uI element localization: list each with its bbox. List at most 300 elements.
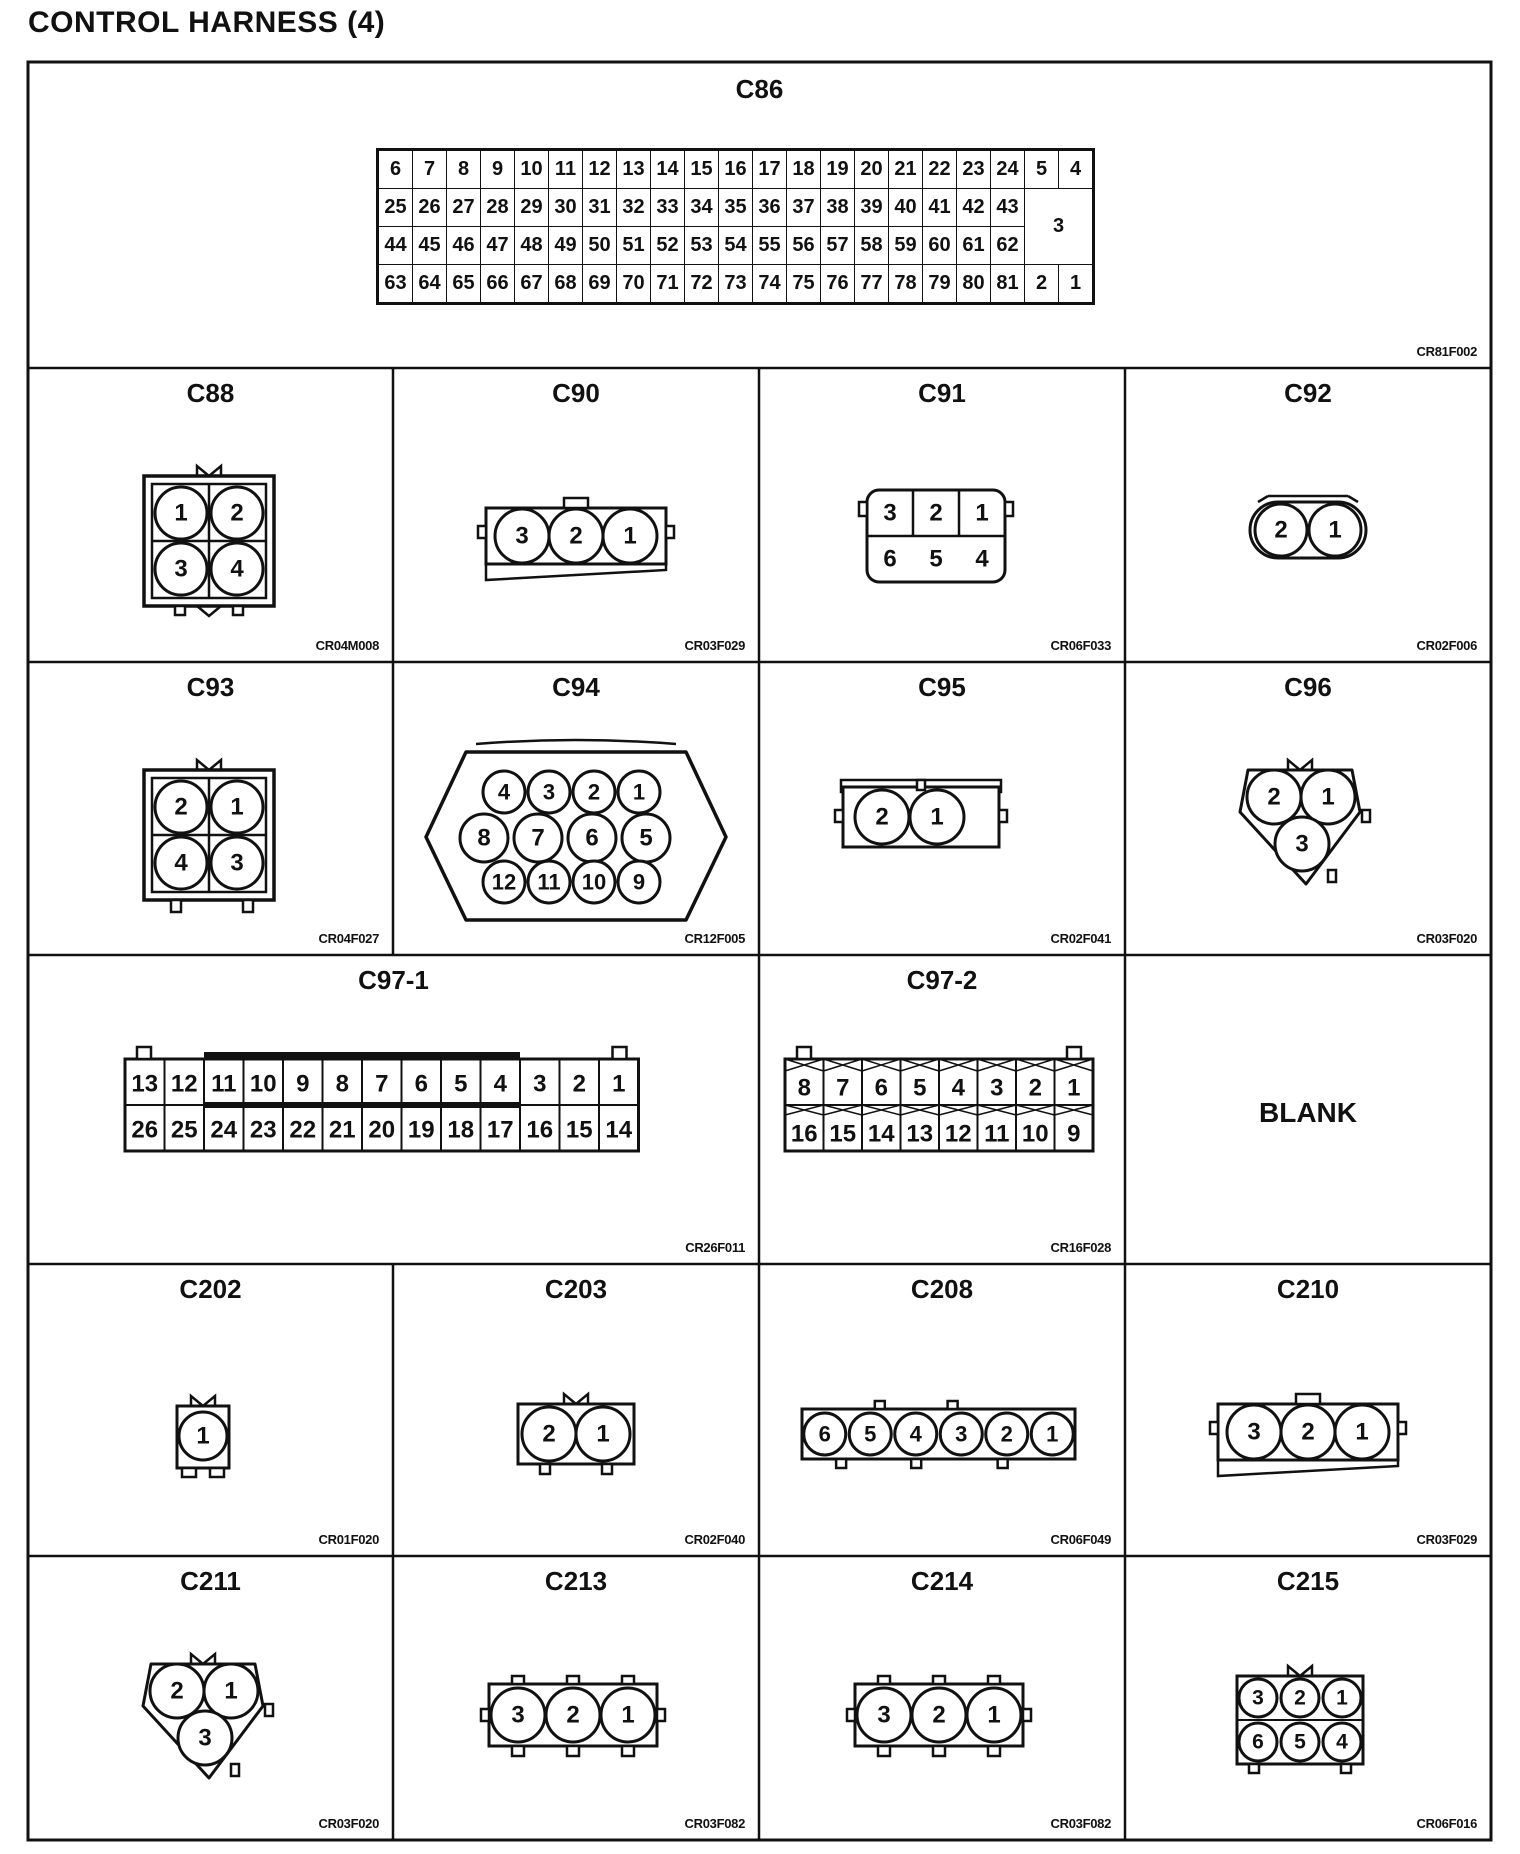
c86-pin: 23 <box>957 150 991 189</box>
cell-c95 <box>759 662 1125 955</box>
c86-pin: 81 <box>991 265 1025 304</box>
connector-diagram <box>759 662 1125 955</box>
connector-diagram <box>759 955 1125 1264</box>
latch-tab <box>657 1709 665 1721</box>
c86-pin: 27 <box>447 189 481 227</box>
pin-label: 9 <box>1067 1120 1081 1148</box>
latch-tab <box>243 900 253 912</box>
pin-label: 1 <box>196 1422 210 1450</box>
pin-label: 2 <box>1274 516 1288 544</box>
connector-face <box>835 780 1007 847</box>
c86-pin: 39 <box>855 189 889 227</box>
c86-pin: 36 <box>753 189 787 227</box>
pin-label: 1 <box>174 499 188 527</box>
pin-label: 2 <box>230 499 244 527</box>
latch-tab <box>1328 870 1336 882</box>
c86-pin: 64 <box>413 265 447 304</box>
c86-pin: 14 <box>651 150 685 189</box>
c86-pin: 48 <box>515 227 549 265</box>
c86-pin: 40 <box>889 189 923 227</box>
blank-label: BLANK <box>1259 1097 1357 1128</box>
latch-tab <box>481 1709 489 1721</box>
c86-pin: 22 <box>923 150 957 189</box>
pin-label: 11 <box>537 869 561 895</box>
c86-pin: 59 <box>889 227 923 265</box>
connector-face <box>481 1676 665 1756</box>
latch-tab <box>859 502 867 516</box>
c86-pin: 53 <box>685 227 719 265</box>
connector-title: C90 <box>552 378 600 408</box>
pin-label: 2 <box>932 1701 946 1729</box>
connector-diagram <box>1125 1264 1491 1556</box>
c86-connector-pin-table <box>376 148 1095 305</box>
connector-diagram <box>28 1264 393 1556</box>
c86-pin: 31 <box>583 189 617 227</box>
pin-label: 4 <box>909 1421 922 1447</box>
c86-code: CR81F002 <box>1416 344 1477 359</box>
pin-label: 10 <box>581 869 607 895</box>
c86-pin: 17 <box>753 150 787 189</box>
pin-label: 25 <box>170 1116 198 1144</box>
connector-title: C208 <box>910 1274 974 1304</box>
pin-label: 22 <box>289 1116 317 1144</box>
connector-face <box>859 490 1013 582</box>
c86-pin: 3 <box>1025 189 1094 265</box>
connector-diagram <box>28 368 393 662</box>
c86-pin: 2 <box>1025 265 1059 304</box>
cell-c88 <box>28 368 393 662</box>
c86-pin: 34 <box>685 189 719 227</box>
connector-title: C214 <box>910 1566 974 1596</box>
cell-c97-2 <box>759 955 1125 1264</box>
cell-c94 <box>393 662 759 955</box>
c86-pin: 69 <box>583 265 617 304</box>
pin-label: 3 <box>990 1074 1004 1102</box>
pin-label: 4 <box>951 1074 965 1102</box>
c86-title: C86 <box>735 74 784 104</box>
connector-code: CR04M008 <box>315 638 379 653</box>
connector-code: CR02F006 <box>1416 638 1477 653</box>
c86-pin: 57 <box>821 227 855 265</box>
pin-label: 6 <box>414 1070 428 1098</box>
c86-pin: 73 <box>719 265 753 304</box>
connector-face <box>1250 496 1366 558</box>
pin-label: 5 <box>913 1074 927 1102</box>
latch-tab <box>988 1746 1000 1756</box>
c86-pin: 35 <box>719 189 753 227</box>
connector-face <box>847 1676 1031 1756</box>
pin-label: 2 <box>929 499 943 527</box>
c86-pin: 4 <box>1059 150 1094 189</box>
c86-pin: 13 <box>617 150 651 189</box>
c86-pin: 46 <box>447 227 481 265</box>
latch-tab <box>933 1746 945 1756</box>
connector-code: CR02F040 <box>684 1532 745 1547</box>
latch-tab <box>1067 1047 1081 1059</box>
pin-label: 3 <box>511 1701 525 1729</box>
pin-label: 1 <box>1328 516 1342 544</box>
c86-pin: 32 <box>617 189 651 227</box>
pin-label: 3 <box>174 555 188 583</box>
connector-title: C96 <box>1284 672 1332 702</box>
pin-label: 1 <box>596 1420 610 1448</box>
c86-pin: 72 <box>685 265 719 304</box>
pin-label: 15 <box>829 1120 857 1148</box>
connector-face <box>143 1654 273 1778</box>
pin-label: 6 <box>585 824 599 852</box>
c86-pin: 52 <box>651 227 685 265</box>
pin-label: 2 <box>542 1420 556 1448</box>
c86-pin: 79 <box>923 265 957 304</box>
pin-label: 2 <box>1294 1686 1306 1710</box>
latch-tab <box>988 1676 1000 1684</box>
connector-code: CR26F011 <box>685 1240 745 1255</box>
c86-pin: 9 <box>481 150 515 189</box>
pin-label: 3 <box>883 499 897 527</box>
pin-label: 16 <box>526 1116 554 1144</box>
c86-pin: 66 <box>481 265 515 304</box>
connector-code: CR12F005 <box>684 931 745 946</box>
c86-pin: 70 <box>617 265 651 304</box>
connector-diagram <box>28 1556 393 1840</box>
connector-diagram <box>1125 1556 1491 1840</box>
c86-pin: 42 <box>957 189 991 227</box>
connector-code: CR01F020 <box>318 1532 379 1547</box>
pin-label: 6 <box>818 1421 831 1447</box>
cell-c211 <box>28 1556 393 1840</box>
connector-code: CR02F041 <box>1050 931 1111 946</box>
c86-pin: 45 <box>413 227 447 265</box>
pin-label: 1 <box>1355 1418 1369 1446</box>
c86-pin: 38 <box>821 189 855 227</box>
pin-label: 1 <box>224 1677 238 1705</box>
latch-tab <box>999 810 1007 822</box>
pin-label: 4 <box>174 849 188 877</box>
pin-label: 13 <box>131 1070 159 1098</box>
c86-pin: 5 <box>1025 150 1059 189</box>
latch-tab <box>933 1676 945 1684</box>
pin-label: 4 <box>493 1070 507 1098</box>
pin-label: 1 <box>930 803 944 831</box>
pin-label: 13 <box>906 1120 934 1148</box>
pin-label: 5 <box>639 824 653 852</box>
pin-label: 1 <box>1046 1421 1059 1447</box>
latch-tab <box>666 526 674 538</box>
connector-diagram <box>28 662 393 955</box>
latch-tab <box>231 1764 239 1776</box>
pin-label: 7 <box>836 1074 850 1102</box>
pin-label: 3 <box>1247 1418 1261 1446</box>
c86-pin: 12 <box>583 150 617 189</box>
c86-pin: 10 <box>515 150 549 189</box>
c86-pin: 56 <box>787 227 821 265</box>
latch-tab <box>137 1047 151 1059</box>
pin-label: 12 <box>170 1070 198 1098</box>
connector-diagram <box>1125 662 1491 955</box>
connector-face <box>426 740 726 920</box>
pin-label: 3 <box>542 779 556 805</box>
c86-pin: 33 <box>651 189 685 227</box>
c86-pin: 1 <box>1059 265 1094 304</box>
pin-label: 21 <box>328 1116 356 1144</box>
c86-pin: 50 <box>583 227 617 265</box>
pin-label: 2 <box>1267 783 1281 811</box>
latch-tab <box>911 1459 921 1468</box>
cell-c93 <box>28 662 393 955</box>
cell-blank <box>1125 955 1491 1264</box>
connector-face <box>1237 1666 1363 1773</box>
connector-code: CR03F082 <box>684 1816 745 1831</box>
pin-label: 2 <box>1000 1421 1013 1447</box>
c86-pin: 26 <box>413 189 447 227</box>
connector-diagram <box>759 1556 1125 1840</box>
pin-label: 12 <box>944 1120 972 1148</box>
c86-pin: 60 <box>923 227 957 265</box>
latch-tab <box>540 1464 550 1474</box>
pin-label: 5 <box>864 1421 877 1447</box>
connector-diagram <box>28 955 759 1264</box>
pin-label: 14 <box>867 1120 895 1148</box>
latch-tab <box>564 498 588 508</box>
connector-code: CR03F029 <box>1416 1532 1477 1547</box>
latch-tab <box>233 606 243 615</box>
pin-label: 1 <box>621 1701 635 1729</box>
connector-diagram <box>393 662 759 955</box>
connector-code: CR06F016 <box>1416 1816 1477 1831</box>
connector-title: C93 <box>186 672 235 702</box>
latch-tab <box>622 1746 634 1756</box>
pin-label: 1 <box>230 793 244 821</box>
connector-diagram <box>393 368 759 662</box>
c86-pin: 78 <box>889 265 923 304</box>
connector-code: CR06F049 <box>1050 1532 1111 1547</box>
c86-pin: 76 <box>821 265 855 304</box>
cell-c214 <box>759 1556 1125 1840</box>
connector-face <box>144 466 274 616</box>
c86-pin: 71 <box>651 265 685 304</box>
connector-code: CR04F027 <box>318 931 379 946</box>
connector-face <box>785 1047 1093 1151</box>
connector-title: C97-1 <box>358 965 429 995</box>
c86-pin: 65 <box>447 265 481 304</box>
c86-pin: 63 <box>378 265 413 304</box>
pin-label: 10 <box>249 1070 277 1098</box>
latch-tab <box>797 1047 811 1059</box>
latch-tab <box>512 1676 524 1684</box>
connector-title: C92 <box>1284 378 1332 408</box>
pin-label: 2 <box>1301 1418 1315 1446</box>
c86-pin: 49 <box>549 227 583 265</box>
c86-pin: 19 <box>821 150 855 189</box>
cell-c210 <box>1125 1264 1491 1556</box>
pin-label: 3 <box>1295 830 1309 858</box>
connector-diagram <box>1125 368 1491 662</box>
cell-c90 <box>393 368 759 662</box>
pin-label: 4 <box>1336 1730 1348 1754</box>
pin-label: 3 <box>533 1070 547 1098</box>
pin-label: 3 <box>515 522 529 550</box>
c86-pin: 29 <box>515 189 549 227</box>
connector-face <box>478 498 674 580</box>
c86-pin: 25 <box>378 189 413 227</box>
latch-tab <box>878 1676 890 1684</box>
connector-title: C97-2 <box>906 965 978 995</box>
pin-label: 6 <box>1252 1730 1264 1754</box>
c86-pin: 54 <box>719 227 753 265</box>
connector-face <box>1240 760 1370 884</box>
latch-tab <box>1362 810 1370 822</box>
pin-label: 2 <box>587 779 601 805</box>
pin-label: 3 <box>877 1701 891 1729</box>
c86-pin: 15 <box>685 150 719 189</box>
connector-code: CR03F029 <box>684 638 745 653</box>
pin-label: 5 <box>929 545 943 573</box>
pin-label: 2 <box>875 803 889 831</box>
pin-label: 2 <box>1028 1074 1042 1102</box>
cell-c96 <box>1125 662 1491 955</box>
pin-label: 6 <box>883 545 897 573</box>
latch-tab <box>622 1676 634 1684</box>
connector-code: CR03F020 <box>318 1816 379 1831</box>
c86-pin: 18 <box>787 150 821 189</box>
c86-pin: 47 <box>481 227 515 265</box>
pin-label: 11 <box>984 1120 1010 1148</box>
pin-label: 1 <box>632 779 646 805</box>
connector-code: CR16F028 <box>1050 1240 1111 1255</box>
page-title: CONTROL HARNESS (4) <box>28 6 386 39</box>
latch-tab <box>613 1047 627 1059</box>
latch-tab <box>948 1401 958 1409</box>
c86-pin: 8 <box>447 150 481 189</box>
connector-title: C94 <box>552 672 600 702</box>
latch-tab <box>478 526 486 538</box>
latch-tab <box>512 1746 524 1756</box>
connector-title: C88 <box>186 378 235 408</box>
cell-c213 <box>393 1556 759 1840</box>
latch-tab <box>998 1459 1008 1468</box>
connector-title: C211 <box>180 1566 241 1596</box>
connector-title: C91 <box>918 378 966 408</box>
latch-tab <box>878 1746 890 1756</box>
latch-tab <box>1005 502 1013 516</box>
connector-face <box>144 760 274 912</box>
c86-pin: 58 <box>855 227 889 265</box>
pin-label: 8 <box>477 824 491 852</box>
connector-title: C215 <box>1276 1566 1340 1596</box>
pin-label: 2 <box>566 1701 580 1729</box>
c86-pin: 37 <box>787 189 821 227</box>
pin-label: 3 <box>1252 1686 1264 1710</box>
pin-label: 2 <box>572 1070 586 1098</box>
latch-tab <box>1210 1422 1218 1434</box>
pin-label: 9 <box>296 1070 310 1098</box>
latch-tab <box>567 1746 579 1756</box>
c86-pin: 20 <box>855 150 889 189</box>
cell-c92 <box>1125 368 1491 662</box>
c86-pin: 55 <box>753 227 787 265</box>
pin-label: 24 <box>210 1116 238 1144</box>
latch-tab <box>835 810 843 822</box>
c86-pin: 51 <box>617 227 651 265</box>
pin-label: 1 <box>1321 783 1335 811</box>
latch-tab <box>1341 1764 1351 1773</box>
c86-pin: 61 <box>957 227 991 265</box>
pin-label: 3 <box>955 1421 968 1447</box>
cell-c202 <box>28 1264 393 1556</box>
latch-tab <box>1249 1764 1259 1773</box>
pin-label: 5 <box>1294 1730 1306 1754</box>
pin-label: 3 <box>230 849 244 877</box>
latch-tab <box>917 780 925 790</box>
c86-pin: 67 <box>515 265 549 304</box>
connector-diagram <box>759 1264 1125 1556</box>
connector-diagram <box>393 1556 759 1840</box>
pin-label: 1 <box>1336 1686 1348 1710</box>
connector-diagram <box>393 1264 759 1556</box>
latch-tab <box>210 1468 224 1477</box>
latch-tab <box>875 1401 885 1409</box>
pin-label: 1 <box>1067 1074 1081 1102</box>
pin-label: 2 <box>569 522 583 550</box>
connector-code: CR03F020 <box>1416 931 1477 946</box>
pin-label: 4 <box>497 779 511 805</box>
pin-label: 11 <box>211 1070 237 1098</box>
cell-c215 <box>1125 1556 1491 1840</box>
pin-label: 1 <box>987 1701 1001 1729</box>
pin-label: 3 <box>198 1724 212 1752</box>
pin-label: 23 <box>249 1116 277 1144</box>
c86-pin: 41 <box>923 189 957 227</box>
pin-label: 18 <box>447 1116 475 1144</box>
pin-label: 6 <box>874 1074 888 1102</box>
connector-title: C213 <box>544 1566 608 1596</box>
c86-pin: 74 <box>753 265 787 304</box>
latch-tab <box>171 900 181 912</box>
latch-tab <box>567 1676 579 1684</box>
c86-pin: 44 <box>378 227 413 265</box>
pin-label: 8 <box>335 1070 349 1098</box>
c86-pin: 62 <box>991 227 1025 265</box>
c86-pin: 28 <box>481 189 515 227</box>
latch-tab <box>175 606 185 615</box>
pin-label: 1 <box>975 499 989 527</box>
c86-pin: 24 <box>991 150 1025 189</box>
connector-face <box>1210 1394 1406 1476</box>
latch-tab <box>1296 1394 1320 1404</box>
connector-face <box>518 1394 634 1474</box>
pin-label: 1 <box>623 522 637 550</box>
latch-tab <box>847 1709 855 1721</box>
pin-label: 8 <box>797 1074 811 1102</box>
pin-label: 26 <box>131 1116 159 1144</box>
cell-c91 <box>759 368 1125 662</box>
pin-label: 12 <box>491 869 517 895</box>
c86-pin: 7 <box>413 150 447 189</box>
pin-label: 2 <box>174 793 188 821</box>
pin-label: 1 <box>612 1070 626 1098</box>
c86-pin: 30 <box>549 189 583 227</box>
pin-label: 7 <box>375 1070 389 1098</box>
latch-tab <box>602 1464 612 1474</box>
pin-label: 10 <box>1021 1120 1049 1148</box>
latch-tab <box>1398 1422 1406 1434</box>
connector-title: C202 <box>179 1274 242 1304</box>
connector-code: CR03F082 <box>1050 1816 1111 1831</box>
latch-tab <box>1023 1709 1031 1721</box>
latch-tab <box>836 1459 846 1468</box>
latch-tab <box>182 1468 196 1477</box>
pin-label: 14 <box>605 1116 633 1144</box>
